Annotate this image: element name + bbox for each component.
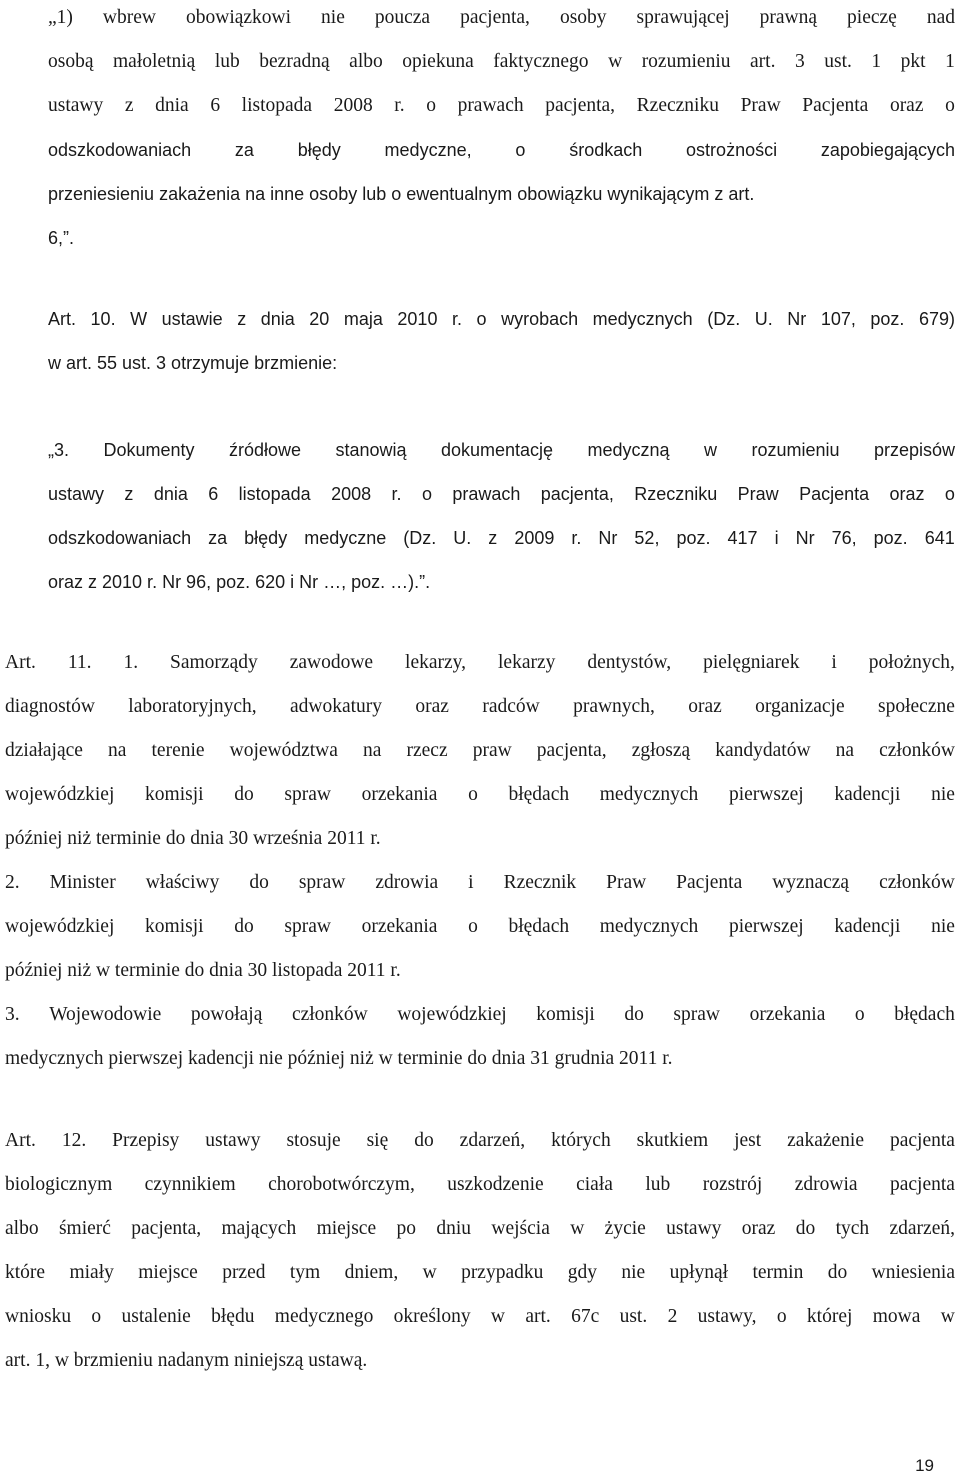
word: oraz: [741, 1218, 776, 1239]
text-line: [48, 525, 955, 551]
text-line: [48, 49, 955, 75]
word: wbrew: [102, 7, 156, 28]
text-line: [48, 93, 955, 119]
word: poz.: [676, 528, 711, 548]
article-heading-line: [5, 650, 955, 676]
word: lub: [214, 51, 240, 72]
word: wniosku: [5, 1306, 72, 1327]
word: o: [854, 1004, 865, 1025]
text-line: [48, 481, 955, 507]
word: do: [795, 1218, 816, 1239]
word: lekarzy,: [405, 652, 467, 673]
word: działające: [5, 740, 83, 761]
word: ustawy,: [697, 1306, 757, 1327]
word: ustawie: [161, 309, 223, 329]
word: błędu: [211, 1306, 255, 1327]
text-line: później niż w terminie do dnia 30 listopada 2011 r.: [5, 960, 401, 981]
word: o: [476, 309, 487, 329]
word: 67c: [571, 1306, 600, 1327]
word: pacjenta: [889, 1130, 955, 1151]
word: 6: [210, 95, 221, 116]
word: za: [208, 528, 228, 548]
word: pacjenta,: [536, 740, 607, 761]
page-number: 19: [915, 1456, 934, 1475]
word: spraw: [673, 1004, 720, 1025]
word: albo: [349, 51, 383, 72]
word: rozumieniu: [751, 440, 840, 460]
word: ustawy: [48, 95, 104, 116]
text-line: przeniesieniu zakażenia na inne osoby lub o ewentualnym obowiązku wynikającym z art.: [48, 184, 755, 204]
word: organizacje: [755, 696, 845, 717]
text-line: [5, 694, 955, 720]
word: wejścia: [491, 1218, 550, 1239]
word: do: [249, 872, 269, 893]
word: i: [774, 528, 779, 548]
word: ust.: [619, 1306, 648, 1327]
word: Nr: [598, 528, 618, 548]
word: dniu: [436, 1218, 472, 1239]
word: które: [5, 1262, 46, 1283]
word: pierwszej: [728, 784, 804, 805]
word: 20: [309, 309, 330, 329]
word: przepisów: [873, 440, 955, 460]
word: oraz: [415, 696, 449, 717]
word: w: [940, 1306, 955, 1327]
word: Art.: [5, 1130, 36, 1151]
word: pierwszej: [728, 916, 804, 937]
word: o: [91, 1306, 102, 1327]
word: stosuje: [286, 1130, 341, 1151]
word: medycznego: [274, 1306, 374, 1327]
word: dnia: [153, 484, 188, 504]
word: wyznaczą: [772, 872, 850, 893]
word: Rzecznik: [503, 872, 577, 893]
word: odszkodowaniach: [48, 140, 192, 160]
word: miejsce: [316, 1218, 377, 1239]
word: 52,: [634, 528, 660, 548]
word: nie: [931, 784, 955, 805]
word: źródłowe: [228, 440, 302, 460]
word: 10.: [90, 309, 116, 329]
word: 641: [924, 528, 955, 548]
word: za: [234, 140, 254, 160]
word: medyczną: [587, 440, 670, 460]
word: skutkiem: [636, 1130, 709, 1151]
word: 11.: [67, 652, 92, 673]
word: listopada: [238, 484, 311, 504]
word: małoletnią: [113, 51, 196, 72]
word: Wojewodowie: [49, 1004, 162, 1025]
word: gdy: [567, 1262, 597, 1283]
word: członków: [291, 1004, 368, 1025]
word: prawnych,: [573, 696, 655, 717]
word: rozumieniu: [641, 51, 731, 72]
text-line: [5, 914, 955, 940]
text-line: w art. 55 ust. 3 otrzymuje brzmienie:: [48, 353, 338, 373]
word: na: [363, 740, 382, 761]
word: „3.: [48, 440, 70, 460]
word: 2.: [5, 872, 20, 893]
word: i: [468, 872, 474, 893]
word: U.: [754, 309, 773, 329]
article-heading-line: [48, 306, 955, 332]
word: uszkodzenie: [447, 1174, 544, 1195]
word: tym: [289, 1262, 321, 1283]
word: których: [551, 1130, 611, 1151]
word: stanowią: [335, 440, 407, 460]
word: zakażenie: [787, 1130, 865, 1151]
word: 76,: [831, 528, 857, 548]
word: na: [108, 740, 127, 761]
text-line: [5, 1172, 955, 1198]
word: komisji: [145, 784, 204, 805]
word: komisji: [536, 1004, 595, 1025]
word: dokumentację: [440, 440, 554, 460]
word: Pacjenta: [799, 484, 870, 504]
word: 417: [727, 528, 758, 548]
word: błędach: [508, 784, 570, 805]
word: spraw: [284, 784, 331, 805]
word: kadencji: [834, 916, 901, 937]
word: prawną: [759, 7, 818, 28]
word: dniem,: [344, 1262, 399, 1283]
word: orzekania: [749, 1004, 826, 1025]
word: (Dz.: [403, 528, 437, 548]
word: życie: [604, 1218, 646, 1239]
word: członków: [879, 872, 955, 893]
text-line: art. 1, w brzmieniu nadanym niniejszą ustawą.: [5, 1350, 368, 1371]
text-line: 6,”.: [48, 228, 75, 248]
word: w: [490, 1306, 505, 1327]
text-line: [48, 137, 955, 163]
word: o: [944, 484, 955, 504]
word: wojewódzkiej: [5, 784, 115, 805]
word: czynnikiem: [144, 1174, 236, 1195]
word: art.: [525, 1306, 551, 1327]
word: medyczne,: [384, 140, 472, 160]
word: mowa: [872, 1306, 921, 1327]
word: Minister: [49, 872, 116, 893]
word: wyrobach: [501, 309, 579, 329]
word: termin: [752, 1262, 804, 1283]
word: 679): [918, 309, 955, 329]
text-line: [5, 1216, 955, 1242]
word: o: [776, 1306, 787, 1327]
word: 2009: [514, 528, 555, 548]
word: oraz: [688, 696, 722, 717]
word: biologicznym: [5, 1174, 113, 1195]
word: (Dz.: [707, 309, 741, 329]
word: przed: [222, 1262, 266, 1283]
word: medycznych: [599, 784, 699, 805]
word: art.: [750, 51, 776, 72]
word: zdrowia: [375, 872, 439, 893]
word: miejsce: [138, 1262, 198, 1283]
word: z: [124, 95, 134, 116]
word: z: [488, 528, 498, 548]
word: pieczę: [847, 7, 897, 28]
word: w: [608, 51, 623, 72]
word: województwa: [229, 740, 338, 761]
word: błędy: [244, 528, 288, 548]
word: Samorządy: [170, 652, 258, 673]
word: właściwy: [145, 872, 220, 893]
word: błędach: [894, 1004, 955, 1025]
word: Przepisy: [112, 1130, 180, 1151]
word: r.: [571, 528, 582, 548]
word: „1): [48, 7, 73, 28]
word: orzekania: [361, 784, 438, 805]
word: W: [130, 309, 148, 329]
word: 1.: [123, 652, 139, 673]
word: na: [835, 740, 855, 761]
word: komisji: [145, 916, 204, 937]
word: kandydatów: [715, 740, 811, 761]
word: o: [468, 784, 478, 805]
word: listopada: [241, 95, 313, 116]
word: Praw: [606, 872, 647, 893]
word: rzecz: [406, 740, 448, 761]
text-line: [48, 5, 955, 31]
text-line: [5, 870, 955, 896]
word: środkach: [569, 140, 643, 160]
word: chorobotwórczym,: [268, 1174, 415, 1195]
word: dentystów,: [587, 652, 672, 673]
word: opiekuna: [402, 51, 474, 72]
word: powołają: [190, 1004, 263, 1025]
word: poucza: [374, 7, 431, 28]
word: do: [414, 1130, 434, 1151]
word: Nr: [787, 309, 807, 329]
word: Art.: [5, 652, 36, 673]
word: 3: [794, 51, 805, 72]
word: miały: [69, 1262, 114, 1283]
text-line: oraz z 2010 r. Nr 96, poz. 620 i Nr …, poz. …).”.: [48, 572, 431, 592]
word: błędy: [297, 140, 341, 160]
word: Praw: [737, 484, 779, 504]
word: medyczne: [304, 528, 387, 548]
word: pkt: [900, 51, 926, 72]
word: medycznych: [599, 916, 699, 937]
word: sprawującej: [636, 7, 730, 28]
word: U.: [453, 528, 472, 548]
word: po: [396, 1218, 416, 1239]
word: zawodowe: [289, 652, 374, 673]
word: lub: [645, 1174, 671, 1195]
text-line: [48, 437, 955, 463]
word: upłynął: [669, 1262, 729, 1283]
word: poz.: [870, 309, 905, 329]
word: ustawy: [205, 1130, 261, 1151]
word: pacjenta,: [540, 484, 614, 504]
word: nie: [621, 1262, 646, 1283]
text-line: później niż terminie do dnia 30 września 2011 r.: [5, 828, 381, 849]
word: zdrowia: [794, 1174, 858, 1195]
word: o: [426, 95, 436, 116]
word: pacjenta,: [545, 95, 616, 116]
word: ostrożności: [686, 140, 778, 160]
word: ustawy: [666, 1218, 722, 1239]
word: jest: [734, 1130, 762, 1151]
text-line: [5, 782, 955, 808]
word: Pacjenta: [676, 872, 743, 893]
word: społeczne: [878, 696, 955, 717]
word: dnia: [155, 95, 189, 116]
word: pacjenta,: [131, 1218, 202, 1239]
word: terenie: [151, 740, 205, 761]
word: nie: [321, 7, 345, 28]
word: i: [831, 652, 837, 673]
text-line: [5, 738, 955, 764]
word: mających: [221, 1218, 297, 1239]
word: zdarzeń,: [459, 1130, 526, 1151]
word: 6: [208, 484, 219, 504]
word: kadencji: [834, 784, 901, 805]
word: o: [945, 95, 955, 116]
word: prawach: [457, 95, 524, 116]
word: przypadku: [461, 1262, 544, 1283]
word: z: [237, 309, 247, 329]
word: w: [704, 440, 717, 460]
word: lekarzy: [498, 652, 556, 673]
word: wojewódzkiej: [5, 916, 115, 937]
word: do: [827, 1262, 848, 1283]
word: medycznych: [592, 309, 693, 329]
word: 2008: [333, 95, 373, 116]
word: spraw: [284, 916, 331, 937]
word: o: [468, 916, 478, 937]
word: ustalenie: [121, 1306, 191, 1327]
word: pacjenta: [889, 1174, 955, 1195]
word: 2010: [397, 309, 438, 329]
word: maja: [343, 309, 383, 329]
word: o: [421, 484, 432, 504]
word: określony: [393, 1306, 471, 1327]
word: pielęgniarek: [703, 652, 800, 673]
article-heading-line: [5, 1128, 955, 1154]
word: 107,: [820, 309, 856, 329]
word: do: [234, 784, 254, 805]
word: w: [422, 1262, 437, 1283]
word: dnia: [260, 309, 295, 329]
word: praw: [472, 740, 512, 761]
word: Rzeczniku: [636, 95, 719, 116]
word: której: [806, 1306, 853, 1327]
word: Art.: [48, 309, 77, 329]
word: osobą: [48, 51, 94, 72]
word: śmierć: [58, 1218, 111, 1239]
word: radców: [482, 696, 540, 717]
word: obowiązkowi: [185, 7, 292, 28]
word: albo: [5, 1218, 39, 1239]
word: spraw: [298, 872, 346, 893]
word: do: [234, 916, 254, 937]
text-line: [5, 1260, 955, 1286]
word: położnych,: [868, 652, 955, 673]
word: faktycznego: [493, 51, 589, 72]
word: Rzeczniku: [634, 484, 718, 504]
word: orzekania: [361, 916, 438, 937]
word: poz.: [873, 528, 908, 548]
word: r.: [451, 309, 462, 329]
word: błędach: [508, 916, 570, 937]
word: się: [366, 1130, 389, 1151]
word: zapobiegających: [820, 140, 955, 160]
word: zdarzeń,: [889, 1218, 955, 1239]
text-line: [5, 1304, 955, 1330]
word: Pacjenta: [802, 95, 869, 116]
word: nie: [931, 916, 955, 937]
word: oraz: [889, 95, 924, 116]
word: pacjenta,: [460, 7, 530, 28]
word: rozstrój: [702, 1174, 763, 1195]
word: o: [515, 140, 526, 160]
word: laboratoryjnych,: [128, 696, 257, 717]
word: zgłoszą: [631, 740, 691, 761]
word: ustawy: [48, 484, 105, 504]
word: członków: [879, 740, 955, 761]
text-line: [5, 1002, 955, 1028]
word: r.: [391, 484, 402, 504]
word: 2: [667, 1306, 678, 1327]
word: 3.: [5, 1004, 20, 1025]
word: w: [570, 1218, 585, 1239]
word: z: [124, 484, 134, 504]
word: odszkodowaniach: [48, 528, 192, 548]
word: bezradną: [259, 51, 330, 72]
word: oraz: [889, 484, 925, 504]
word: prawach: [452, 484, 521, 504]
word: diagnostów: [5, 696, 95, 717]
word: wniesienia: [871, 1262, 955, 1283]
word: Dokumenty: [103, 440, 195, 460]
word: Nr: [795, 528, 815, 548]
word: do: [624, 1004, 644, 1025]
word: ust.: [824, 51, 852, 72]
word: tych: [835, 1218, 870, 1239]
word: ciała: [576, 1174, 613, 1195]
word: adwokatury: [289, 696, 383, 717]
word: r.: [394, 95, 405, 116]
word: 12.: [61, 1130, 87, 1151]
word: nad: [926, 7, 955, 28]
word: osoby: [559, 7, 607, 28]
text-line: medycznych pierwszej kadencji nie później niż w terminie do dnia 31 grudnia 2011 r.: [5, 1048, 673, 1069]
word: Praw: [740, 95, 781, 116]
word: 2008: [331, 484, 372, 504]
word: 1: [945, 51, 955, 72]
word: 1: [871, 51, 882, 72]
word: wojewódzkiej: [397, 1004, 507, 1025]
